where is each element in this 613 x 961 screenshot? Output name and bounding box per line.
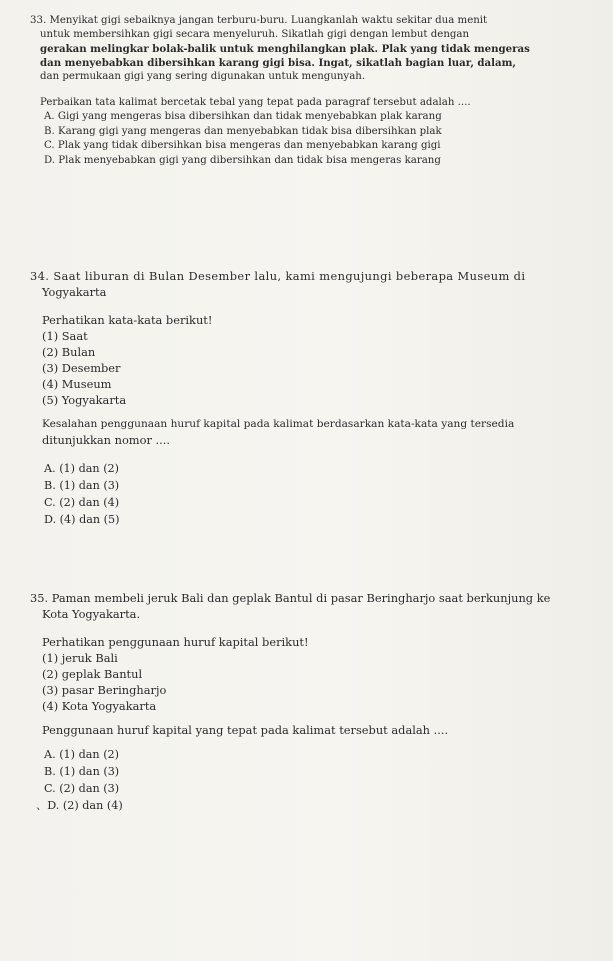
q35-item-3: (3) pasar Beringharjo [42,683,167,697]
q34-option-c[interactable]: C. (2) dan (4) [44,496,120,509]
q35-instruction: Perhatikan penggunaan huruf kapital berikut! [42,635,309,649]
question-34 [30,268,590,528]
q33-option-b[interactable]: B. Karang gigi yang mengeras dan menyebabkan tidak bisa dibersihkan plak [44,125,442,137]
q33-passage-line-4: dan menyebabkan dibersihkan karang gigi bisa. Ingat, sikatlah bagian luar, dalam, [40,57,516,69]
q34-word-1: (1) Saat [42,329,88,343]
q34-option-b[interactable]: B. (1) dan (3) [44,479,120,492]
q34-word-4: (4) Museum [42,377,112,391]
q35-option-b[interactable]: B. (1) dan (3) [44,765,120,778]
q34-passage-line-2: Yogyakarta [42,285,107,299]
q34-word-5: (5) Yogyakarta [42,393,127,407]
q35-passage-line-1: 35. Paman membeli jeruk Bali dan geplak Bantul di pasar Beringharjo saat berkunjung ke [30,591,551,605]
q34-option-d[interactable]: D. (4) dan (5) [44,513,120,526]
q34-word-2: (2) Bulan [42,345,96,359]
question-33 [30,14,590,168]
q34-instruction: Perhatikan kata-kata berikut! [42,313,213,327]
q33-prompt: Perbaikan tata kalimat bercetak tebal yang tepat pada paragraf tersebut adalah .... [40,97,471,108]
q33-passage-line-3: gerakan melingkar bolak-balik untuk menghilangkan plak. Plak yang tidak mengeras [40,43,530,55]
q34-word-3: (3) Desember [42,361,121,375]
q33-option-c[interactable]: C. Plak yang tidak dibersihkan bisa mengeras dan menyebabkan karang gigi [44,140,441,151]
q33-passage-line-5: dan permukaan gigi yang sering digunakan untuk mengunyah. [40,71,366,82]
question-35 [30,590,590,814]
q34-prompt-line-1: Kesalahan penggunaan huruf kapital pada kalimat berdasarkan kata-kata yang tersedia [42,418,515,430]
q35-passage-line-2: Kota Yogyakarta. [42,607,141,621]
q33-passage-line-1: 33. Menyikat gigi sebaiknya jangan terburu-buru. Luangkanlah waktu sekitar dua menit [30,15,488,26]
q35-item-1: (1) jeruk Bali [42,651,118,665]
q35-item-2: (2) geplak Bantul [42,667,143,681]
q34-prompt-line-2: ditunjukkan nomor .... [42,433,171,447]
q35-option-a[interactable]: A. (1) dan (2) [44,748,120,761]
q35-option-c[interactable]: C. (2) dan (3) [44,782,120,795]
q35-prompt: Penggunaan huruf kapital yang tepat pada kalimat tersebut adalah .... [42,723,449,737]
q35-option-d[interactable]: 、D. (2) dan (4) [36,799,123,812]
q33-passage-line-2: untuk membersihkan gigi secara menyeluruh. Sikatlah gigi dengan lembut dengan [40,29,470,40]
q34-passage-line-1: 34. Saat liburan di Bulan Desember lalu, kami mengujungi beberapa Museum di [30,269,526,283]
q33-option-a[interactable]: A. Gigi yang mengeras bisa dibersihkan dan tidak menyebabkan plak karang [44,111,442,122]
q34-option-a[interactable]: A. (1) dan (2) [44,462,120,475]
q35-item-4: (4) Kota Yogyakarta [42,699,157,713]
q33-option-d[interactable]: D. Plak menyebabkan gigi yang dibersihkan dan tidak bisa mengeras karang [44,154,441,166]
